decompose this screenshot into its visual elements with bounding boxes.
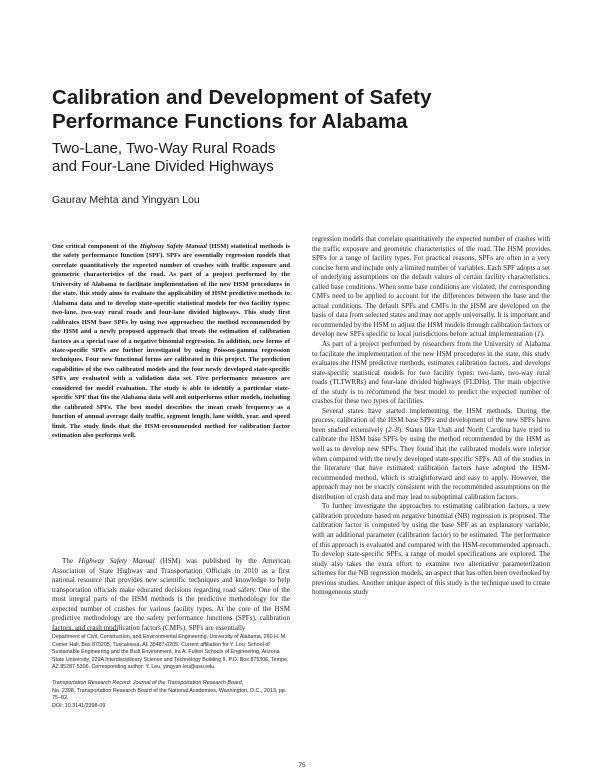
paper-title: Calibration and Development of Safety Performance Functions for Alabama <box>52 86 432 133</box>
journal-doi: DOI: 10.3141/2398-09 <box>52 702 106 709</box>
right-p1-end: ). <box>540 330 545 339</box>
left-paragraph-1 <box>52 557 290 633</box>
subtitle-line-1: Two-Lane, Two-Way Rural Roads <box>52 140 276 157</box>
left-p1-start: The <box>62 557 79 565</box>
abstract-text-start: One critical component of the <box>52 243 140 250</box>
abstract-hsm-title: Highway Safety Manual <box>139 243 207 250</box>
right-paragraph-2: As part of a project performed by researchers from the University of Alabama to facilitate the implementation of the new HSM procedures in the state, this study evaluates the HSM predictive methods, estimates calibration factors, and develops state-specific statistical models for two facility types: two-lane, two-way rural roads (TLTWRRs) and four-lane divided highways (FLDHs). The main objective of the study is to recommend the best model to predict the expected number of crashes for these two types of facilities. <box>312 340 550 406</box>
journal-citation <box>52 680 292 710</box>
right-paragraph-3 <box>312 407 550 502</box>
right-paragraph-1 <box>312 235 550 340</box>
right-p3-body: ). States like Utah and North Carolina have tried to calibrate the HSM base SPFs by using the method recommended by the HSM as well as to develop new SPFs. They found that the calibrated models were inferior when compared with the newly developed state-specific SPFs. All of the studies in the literature that have estimated calibration factors have adopted the HSM-recommended method, which is straightforward and easy to apply. However, the approach may not be exactly consistent with the recommended assumptions on the distribution of crash data and may lead to suboptimal calibration factors. <box>312 425 550 501</box>
authors: Gaurav Mehta and Yingyan Lou <box>52 194 200 206</box>
abstract <box>52 242 290 441</box>
abstract-text-body: (HSM) statistical methods is the safety performance function (SPF). SPFs are essentially regression models that correlate quantitatively the expected number of crashes with traffic exposure and geometric characteristics of the road. As part of a project performed by the University of Alabama to facilitate implementation of the new HSM procedures in the state, this study aims to evaluate the applicability of HSM predictive methods to Alabama data and to develop state-specific statistical models for two facility types: two-lane, two-way rural roads and four-lane divided highways. This study first calibrates HSM base SPFs by using two approaches: the method recommended by the HSM and a newly proposed approach that treats the estimation of calibration factors as a special case of a negative binomial regression. In addition, new forms of state-specific SPFs are further investigated by using Poisson-gamma regression techniques. Four new functional forms are calibrated in this project. The prediction capabilities of the two calibrated models and the four newly developed state-specific SPFs are evaluated with a validation data set. Five performance measures are considered for model evaluation. The study is able to identify a particular state-specific SPF that fits the Alabama data well and outperforms other models, including the calibrated SPFs. The best model describes the mean crash frequency as a function of annual average daily traffic, segment length, lane width, year, and speed limit. The study finds that the HSM-recommended method for calibration factor estimation also performs well. <box>52 243 290 440</box>
right-column-body <box>312 235 550 598</box>
author-affiliations: Department of Civil, Construction, and Environmental Engineering, University of Alabama, 260 H. M. Comer Hall, Box 870205, Tuscaloosa, AL 35487-0205. Current affiliation for Y. Lou: School of Sustainable Engineering and the Built Environment, Ira A. Fulton Schools of Engineering, Arizona State University, 229A Interdisciplinary Science and Technology Building II, P.O. Box 875306, Tempe, AZ 85287-5306. Corresponding author: Y. Lou, yingyan.lou@asu.edu. <box>52 634 289 671</box>
journal-details: No. 2398, Transportation Research Board of the National Academies, Washington, D.C., 2013, pp. 75–82. <box>52 687 287 702</box>
left-column-body <box>52 557 290 633</box>
right-p1-text: regression models that correlate quantitatively the expected number of crashes with the traffic exposure and geometric characteristics of the road. The HSM provides SPFs for a range of facility types. For practical reasons, SPFs are often in a very concise form and include only a limited number of variables. Each SPF adopts a set of underlying assumptions on the default values of certain facility characteristics, called base conditions. When some base conditions are violated, the corresponding CMFs need to be applied to account for the differences between the base and the actual conditions. The default SPFs and CMFs in the HSM are developed on the basis of data from selected states and may not apply universally. It is important and recommended by the HSM to adjust the HSM models through calibration factors or develop new SPFs specific to local jurisdictions before actual implementation ( <box>312 235 550 339</box>
paper-subtitle <box>52 140 552 176</box>
subtitle-line-2: and Four-Lane Divided Highways <box>52 158 274 175</box>
right-p1-ref: 1 <box>536 330 541 339</box>
right-p3-ref: 2–8 <box>388 425 399 434</box>
left-p1-body: (HSM) was published by the American Association of State Highway and Transportation Officials in 2010 as a first national resource that provides new scientific techniques and knowledge to help transportation officials make educated decisions regarding road safety. One of the most integral parts of the HSM methods is the predictive methodology for the expected number of crashes for various facility types. At the core of the HSM predictive methodology are the safety performance functions (SPFs), calibration factors, and crash modification factors (CMFs). SPFs are essentially <box>52 557 290 632</box>
right-paragraph-4: To further investigate the approaches to estimating calibration factors, a new calibration procedure based on negative binomial (NB) regression is proposed. The calibration factor is computed by using the base SPF as an explanatory variable, with an additional parameter (calibration factor) to be estimated. The performance of this approach is evaluated and compared with the HSM-recommended approach. To develop state-specific SPFs, a range of model specifications are explored. The study also takes the extra effort to examine two alternative parameterization schemes for the NB regression models, an aspect that has often been overlooked by previous studies. Another unique aspect of this study is the technique used to create homogeneous study <box>312 502 550 597</box>
journal-name: Transportation Research Record: Journal of the Transportation Research Board, <box>52 680 244 686</box>
right-p3-start: Several states have started implementing the HSM methods. During the process, calibration of the HSM base SPFs and development of the new SPFs have been studied extensively ( <box>312 406 550 434</box>
page-number: 75 <box>298 762 306 769</box>
footnote-rule <box>52 630 118 631</box>
left-p1-hsm-title: Highway Safety Manual <box>78 557 155 565</box>
